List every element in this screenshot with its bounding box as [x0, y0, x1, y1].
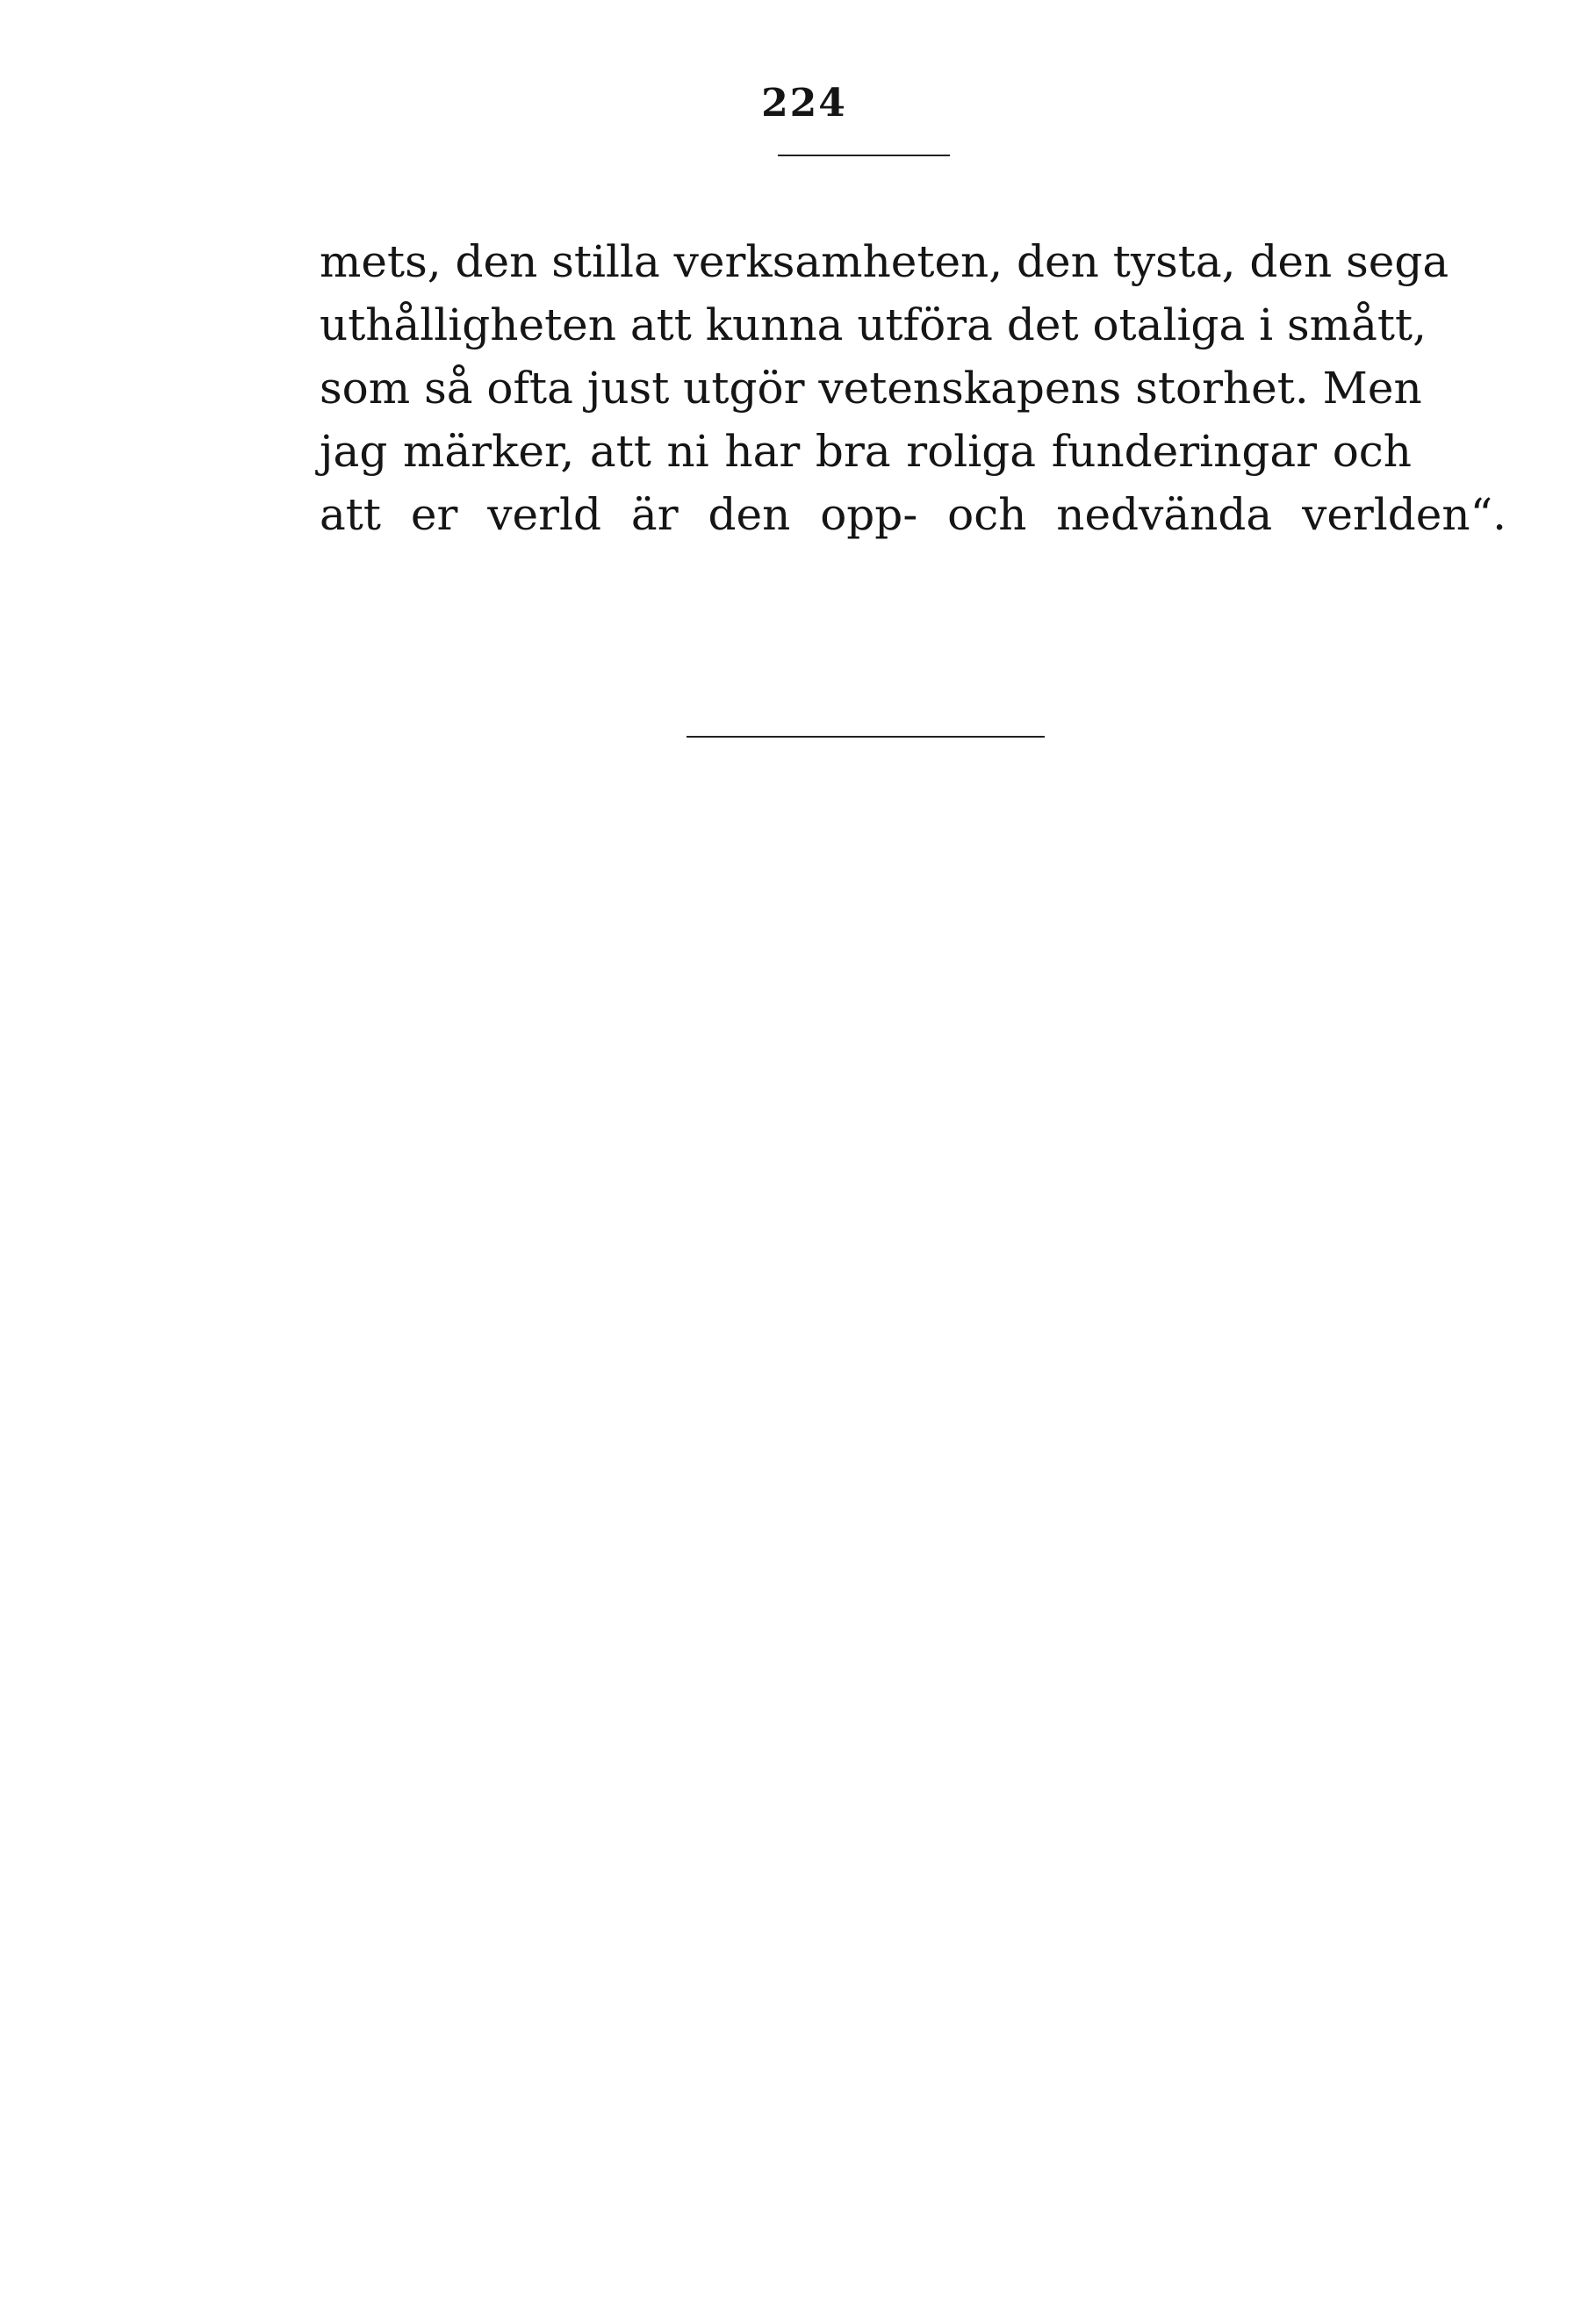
text-line: jag märker, att ni har bra roliga funderingar och: [320, 426, 1412, 477]
end-rule: [687, 736, 1045, 738]
header-rule: [778, 155, 950, 156]
body-paragraph: [320, 230, 1507, 546]
text-line: mets, den stilla verksamheten, den tysta, den sega: [320, 236, 1449, 287]
page-number: 224: [761, 81, 847, 126]
text-line: uthålligheten att kunna utföra det otaliga i smått,: [320, 299, 1427, 350]
text-line: som så ofta just utgör vetenskapens storhet. Men: [320, 363, 1422, 414]
text-line: att er verld är den opp- och nedvända verlden“.: [320, 489, 1507, 540]
